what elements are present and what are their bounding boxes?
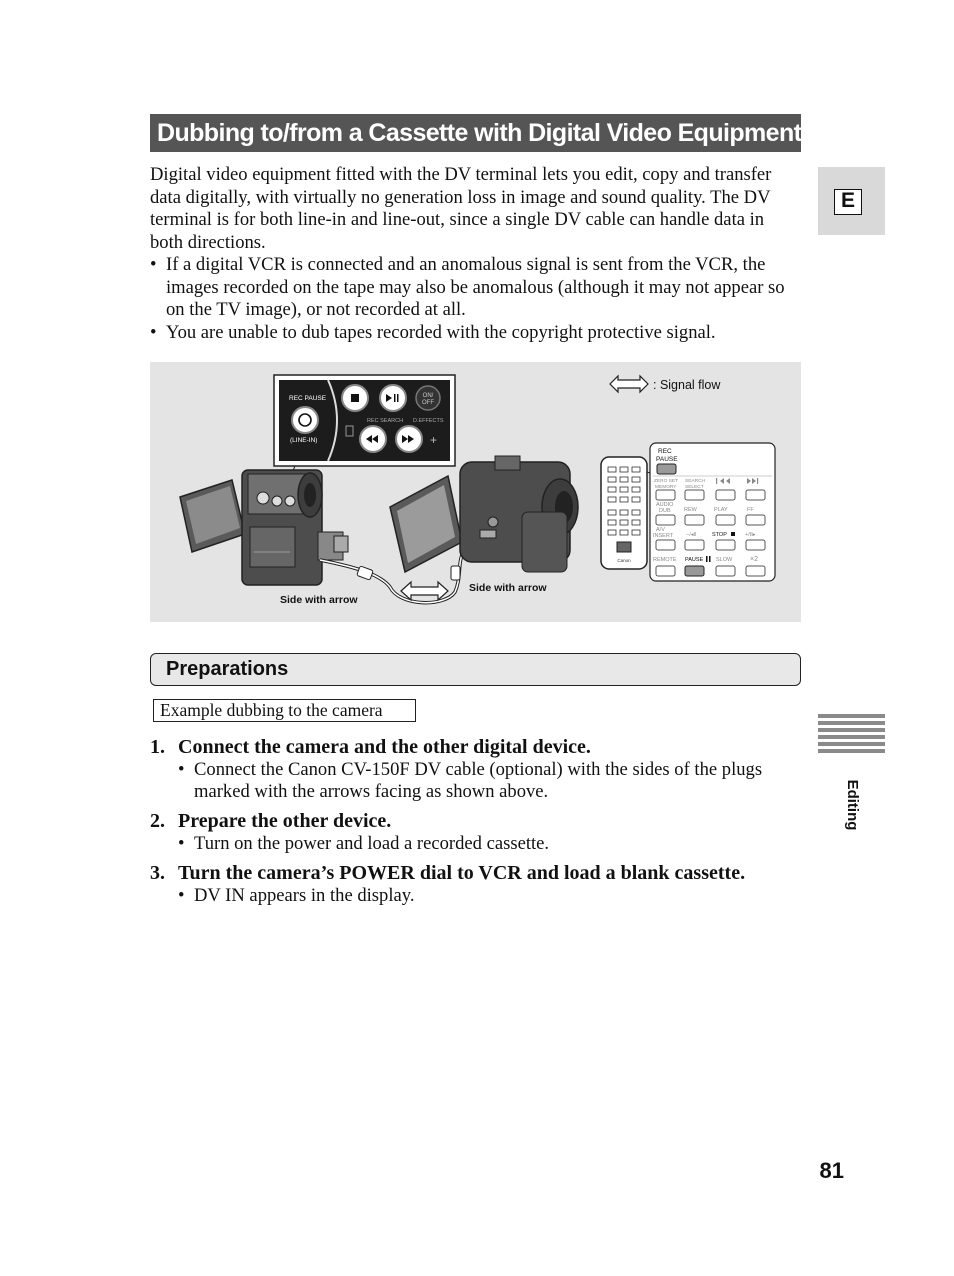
svg-text:×2: ×2 <box>750 556 758 563</box>
language-tab-letter: E <box>834 189 862 215</box>
preparations-heading: Preparations <box>150 653 801 686</box>
camcorder-right-illustration <box>390 456 578 572</box>
svg-text:(LINE-IN): (LINE-IN) <box>290 437 318 444</box>
svg-text:AUDIO: AUDIO <box>656 502 674 508</box>
step-heading: 3. Turn the camera’s POWER dial to VCR and load a blank cassette. <box>150 862 746 884</box>
remote-button-panel <box>650 443 775 581</box>
play-pause-button-icon <box>380 385 406 411</box>
svg-text:+/II▸: +/II▸ <box>745 532 756 538</box>
section-label: Editing <box>844 779 861 831</box>
svg-text:−: − <box>346 429 354 443</box>
svg-text:INSERT: INSERT <box>653 533 674 539</box>
section-stripes <box>818 714 885 756</box>
step-heading: 1. Connect the camera and the other digital device. <box>150 736 591 758</box>
svg-text:REC: REC <box>658 448 672 455</box>
svg-text:STOP: STOP <box>712 532 727 538</box>
step-heading: 2. Prepare the other device. <box>150 810 392 832</box>
cable-signal-arrow-icon <box>401 582 448 600</box>
svg-text:SELECT: SELECT <box>685 485 704 490</box>
dubbing-illustration <box>150 362 801 622</box>
remote-control-illustration <box>601 457 653 569</box>
page-title: Dubbing to/from a Cassette with Digital Video Equipment <box>150 114 801 152</box>
svg-text:REW: REW <box>684 507 697 513</box>
svg-text:Canon: Canon <box>617 558 631 563</box>
svg-text:−/◂II: −/◂II <box>686 532 697 538</box>
step-bullet: • Connect the Canon CV-150F DV cable (optional) with the sides of the plugs marked with the arrows facing as shown above. <box>178 759 763 802</box>
rec-pause-button-icon <box>292 407 318 433</box>
svg-text:A/V: A/V <box>656 527 665 533</box>
svg-text:PLAY: PLAY <box>714 507 728 513</box>
svg-text:ON/: ON/ <box>422 393 434 399</box>
intro-bullet: • If a digital VCR is connected and an anomalous signal is sent from the VCR, the images recorded on the tape may also be anomalous (although it may not appear so on the TV image), or not recorded at all. <box>150 254 785 320</box>
step-bullet: • Turn on the power and load a recorded cassette. <box>178 833 550 854</box>
intro-bullet: • You are unable to dub tapes recorded with the copyright protective signal. <box>150 321 716 343</box>
svg-text:SEARCH: SEARCH <box>685 479 705 484</box>
steps-list <box>150 735 810 907</box>
connection-diagram <box>150 362 801 622</box>
language-tab <box>818 167 885 235</box>
svg-text:REC SEARCH: REC SEARCH <box>367 418 404 424</box>
example-caption-box: Example dubbing to the camera <box>153 699 416 722</box>
page-number: 81 <box>819 1158 844 1183</box>
intro-bullets <box>150 254 801 344</box>
svg-text:OFF: OFF <box>422 400 434 406</box>
svg-text:DUB: DUB <box>659 508 671 514</box>
left-side-arrow-label: Side with arrow <box>280 594 358 606</box>
svg-text:D.EFFECTS: D.EFFECTS <box>413 418 444 424</box>
svg-text:SLOW: SLOW <box>716 557 733 563</box>
intro-section <box>150 164 801 344</box>
camcorder-left-illustration <box>180 470 348 585</box>
svg-text:REC PAUSE: REC PAUSE <box>289 395 327 402</box>
svg-text:REMOTE: REMOTE <box>653 557 677 563</box>
svg-text:ZERO SET: ZERO SET <box>654 479 678 484</box>
signal-flow-label: : Signal flow <box>653 378 721 392</box>
signal-flow-arrow-icon <box>610 376 648 392</box>
svg-text:PAUSE: PAUSE <box>685 557 704 563</box>
svg-text:MEMORY: MEMORY <box>655 485 677 490</box>
svg-text:+: + <box>430 433 438 447</box>
svg-text:PAUSE: PAUSE <box>656 456 678 463</box>
intro-paragraph: Digital video equipment fitted with the DV terminal lets you edit, copy and transfer data digitally, with virtually no generation loss in image and sound quality. The DV terminal is for both line-in and line-out, since a single DV cable can handle data in both directions. <box>150 164 772 253</box>
step-bullet: • DV IN appears in the display. <box>178 885 415 906</box>
right-side-arrow-label: Side with arrow <box>469 582 547 594</box>
svg-text:FF: FF <box>747 507 754 513</box>
